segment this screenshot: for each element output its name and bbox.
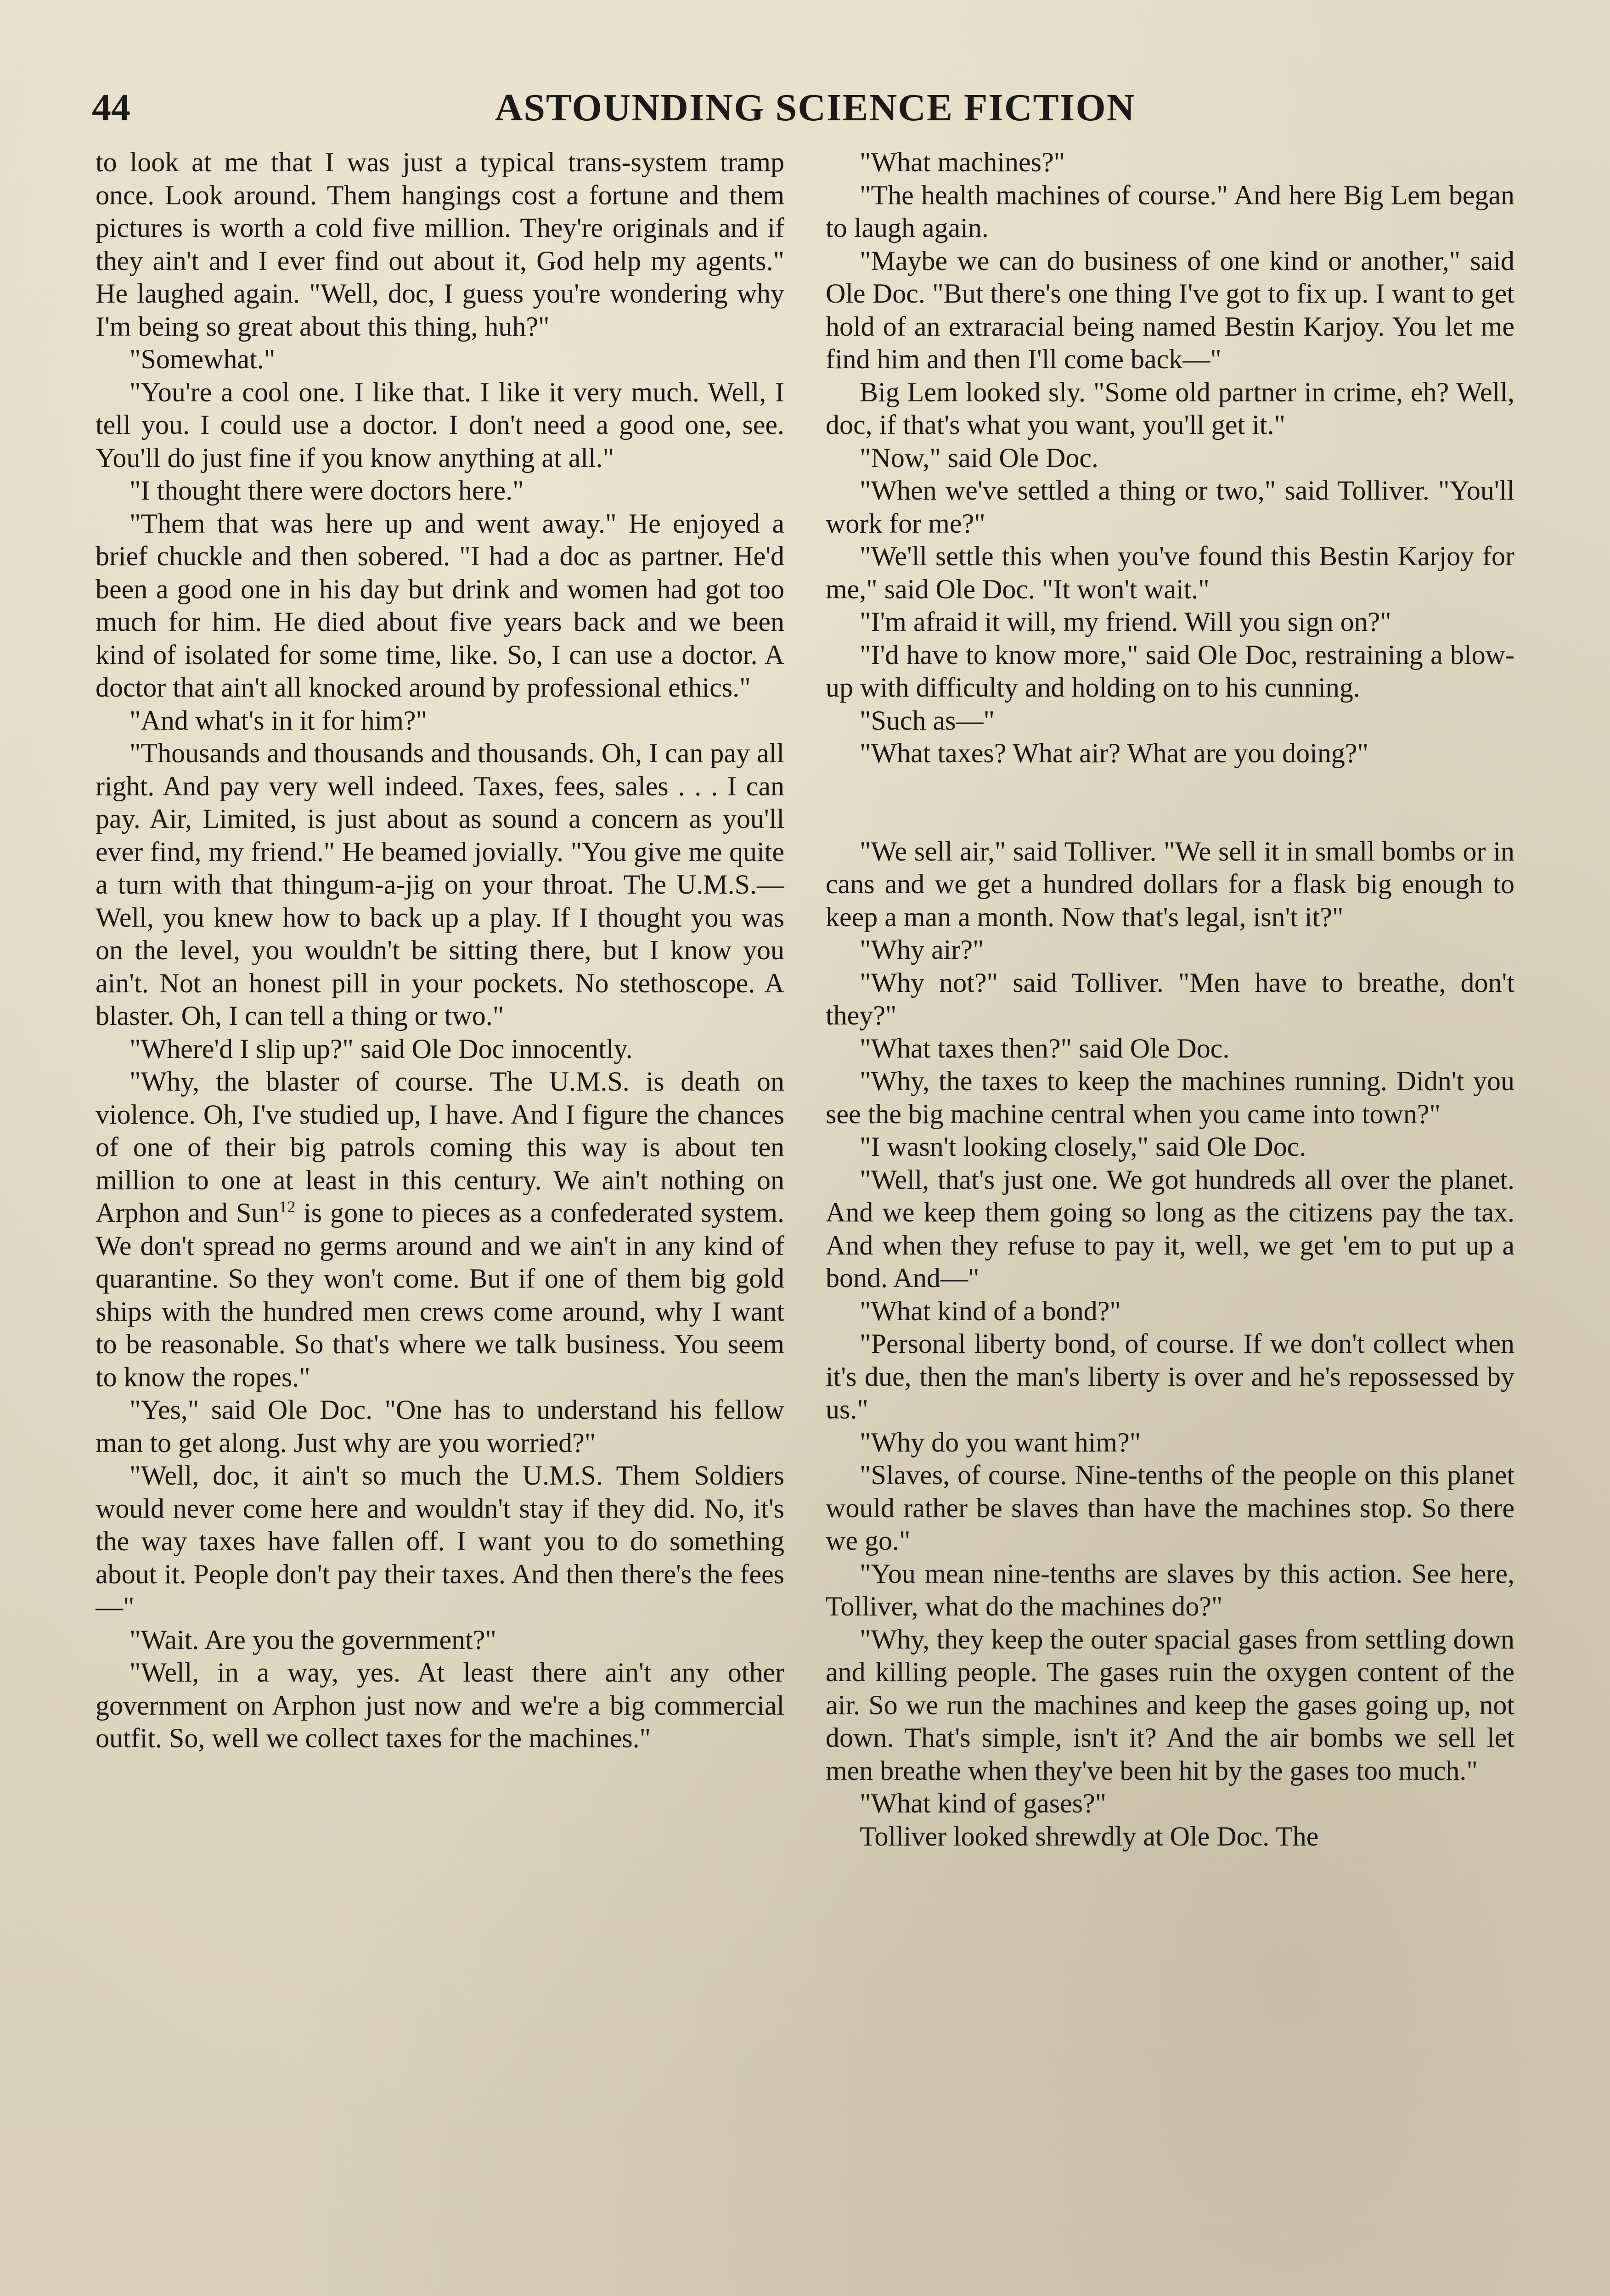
paragraph-text: "Why, the blaster of course. The U.M.S. is death on violence. Oh, I've studied up, I have. And I figure the chances of one of their big patrols coming this way is about ten million to one at least in this century. We ain't nothing on Arphon and Sun — [96, 1066, 784, 1228]
paragraph: "I wasn't looking closely," said Ole Doc. — [860, 1131, 1306, 1162]
paragraph: "What taxes then?" said Ole Doc. — [860, 1033, 1230, 1064]
paragraph: "Why air?" — [860, 934, 984, 965]
paragraph: "Such as—" — [860, 705, 995, 736]
paragraph: "Why, the taxes to keep the machines running. Didn't you see the big machine central when you came into town?" — [826, 1066, 1514, 1129]
paragraph: "When we've settled a thing or two," said Tolliver. "You'll work for me?" — [826, 475, 1514, 539]
paragraph: "We'll settle this when you've found this Bestin Karjoy for me," said Ole Doc. "It won't wait." — [826, 541, 1514, 604]
paragraph: to look at me that I was just a typical trans-system tramp once. Look around. Them hangings cost a fortune and them pictures is worth a cold five million. They're originals and if they ain't and I ever find out about it, God help my agents." He laughed again. "Well, doc, I guess you're wondering why I'm being so great about this thing, huh?" — [96, 147, 784, 342]
paragraph: "I'm afraid it will, my friend. Will you sign on?" — [860, 607, 1391, 637]
paragraph: "Personal liberty bond, of course. If we don't collect when it's due, then the man's liberty is over and he's repossessed by us." — [826, 1328, 1514, 1424]
paragraph: "Why, they keep the outer spacial gases from settling down and killing people. The gases ruin the oxygen content of the air. So we run the machines and keep the gases going up, not down. That's simple, isn't it? And the air bombs we sell let men breathe when they've been hit by the gases too much." — [826, 1624, 1514, 1786]
paragraph: "What kind of a bond?" — [860, 1295, 1121, 1326]
paragraph: "We sell air," said Tolliver. "We sell it in small bombs or in cans and we get a hundred dollars for a flask big enough to keep a man a month. Now that's legal, isn't it?" — [826, 836, 1514, 932]
paragraph: "Why not?" said Tolliver. "Men have to breathe, don't they?" — [826, 967, 1514, 1030]
paragraph: "Well, in a way, yes. At least there ain't any other government on Arphon just now and we're a big commercial outfit. So, well we collect taxes for the machines." — [96, 1657, 784, 1753]
paragraph: "Now," said Ole Doc. — [860, 442, 1098, 473]
paragraph: "Yes," said Ole Doc. "One has to understand his fellow man to get along. Just why are you worried?" — [96, 1395, 784, 1458]
paragraph: "What machines?" — [860, 147, 1065, 177]
paragraph: "I thought there were doctors here." — [129, 475, 524, 506]
running-title: ASTOUNDING SCIENCE FICTION — [495, 86, 1136, 129]
paragraph-with-footnote — [96, 1065, 784, 1394]
paragraph: "And what's in it for him?" — [129, 705, 428, 736]
paragraph: "What kind of gases?" — [860, 1788, 1107, 1818]
paragraph: "Thousands and thousands and thousands. Oh, I can pay all right. And pay very well indeed. Taxes, fees, sales . . . I can pay. Air, Limited, is just about as sound a concern as you'll ever find, my friend." He beamed jovially. "You give me quite a turn with that thingum-a-jig on your throat. The U.M.S.— Well, you knew how to back up a play. If I thought you was on the level, you wouldn't be sitting there, but I know you ain't. Not an honest pill in your pockets. No stethoscope. A blaster. Oh, I can tell a thing or two." — [96, 738, 784, 1031]
paragraph: "You mean nine-tenths are slaves by this action. See here, Tolliver, what do the machines do?" — [826, 1558, 1514, 1621]
page-header — [92, 78, 1538, 138]
paragraph-text-continued: is gone to pieces as a confederated system. We don't spread no germs around and we ain't in any kind of quarantine. So they won't come. But if one of them big gold ships with the hundred men crews come around, why I want to be reasonable. So that's where we talk business. You seem to know the ropes." — [96, 1198, 784, 1392]
paragraph: Tolliver looked shrewdly at Ole Doc. The — [860, 1821, 1319, 1851]
paragraph: Big Lem looked sly. "Some old partner in crime, eh? Well, doc, if that's what you want, you'll get it." — [826, 377, 1514, 440]
paragraph: "Somewhat." — [129, 344, 276, 374]
paragraph: "The health machines of course." And here Big Lem began to laugh again. — [826, 180, 1514, 243]
text-column-left — [96, 146, 784, 2296]
paragraph: "Slaves, of course. Nine-tenths of the people on this planet would rather be slaves than have the machines stop. So there we go." — [826, 1460, 1514, 1556]
paragraph: "What taxes? What air? What are you doing?" — [860, 738, 1368, 768]
page-number: 44 — [92, 86, 130, 129]
paragraph: "Maybe we can do business of one kind or another," said Ole Doc. "But there's one thing I've got to fix up. I want to get hold of an extraracial being named Bestin Karjoy. You let me find him and then I'll come back—" — [826, 245, 1514, 374]
footnote-reference: 12 — [279, 1198, 296, 1216]
paragraph: "Well, doc, it ain't so much the U.M.S. Them Soldiers would never come here and wouldn't stay if they did. No, it's the way taxes have fallen off. I want you to do something about it. People don't pay their taxes. And then there's the fees—" — [96, 1460, 784, 1622]
paragraph: "Well, that's just one. We got hundreds all over the planet. And we keep them going so long as the citizens pay the tax. And when they refuse to pay it, well, we get 'em to put up a bond. And—" — [826, 1164, 1514, 1293]
paragraph: "Where'd I slip up?" said Ole Doc innocently. — [129, 1033, 633, 1064]
paragraph: "Them that was here up and went away." He enjoyed a brief chuckle and then sobered. "I had a doc as partner. He'd been a good one in his day but drink and women had got too much for him. He died about five years back and we been kind of isolated for some time, like. So, I can use a doctor. A doctor that ain't all knocked around by professional ethics." — [96, 508, 784, 703]
text-column-right — [826, 146, 1514, 2296]
paragraph: "Why do you want him?" — [860, 1427, 1141, 1458]
paragraph: "I'd have to know more," said Ole Doc, restraining a blow-up with difficulty and holding on to his cunning. — [826, 639, 1514, 703]
paragraph: "You're a cool one. I like that. I like it very much. Well, I tell you. I could use a doctor. I don't need a good one, see. You'll do just fine if you know anything at all." — [96, 377, 784, 473]
paragraph: "Wait. Are you the government?" — [129, 1624, 496, 1655]
